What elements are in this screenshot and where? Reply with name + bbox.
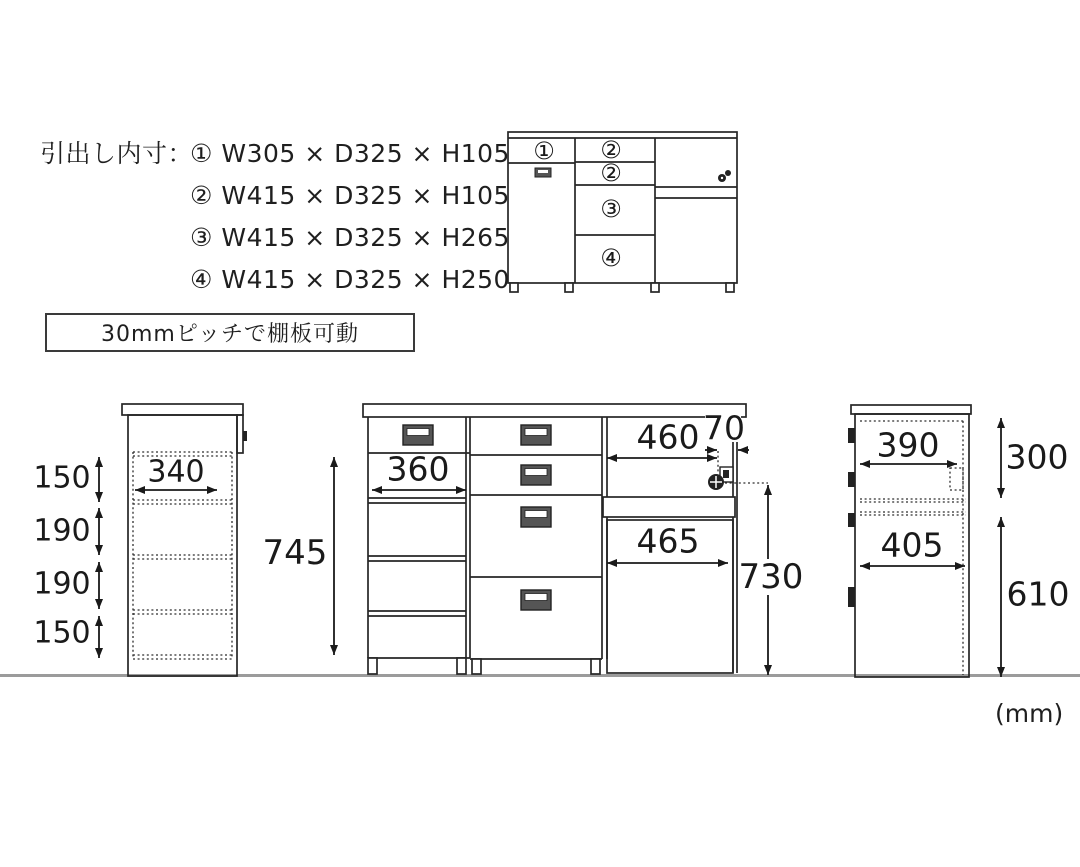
- dim-405: 405: [880, 525, 944, 565]
- dim-460: 460: [636, 417, 700, 457]
- center-rail: [603, 497, 735, 517]
- drawer-spec-line: [40, 133, 510, 175]
- dim-300: 300: [1005, 437, 1069, 477]
- shelf-note-box: [45, 313, 415, 352]
- countertop: [363, 404, 746, 417]
- dim-360: 360: [386, 449, 450, 489]
- dim-730: 730: [738, 557, 804, 597]
- dim-150b: 150: [33, 615, 91, 651]
- front-view: [255, 393, 820, 689]
- drawer-specs-label: 引出し内寸：: [40, 139, 194, 168]
- hook-position-box: [950, 468, 963, 490]
- hook-icon: [718, 170, 731, 182]
- drawer-handle-icon: [521, 507, 551, 527]
- cabinet-foot: [368, 658, 377, 674]
- dim-190b: 190: [33, 566, 91, 602]
- top-cabinet-diagram: [505, 128, 740, 303]
- drawer-handle-icon: [521, 425, 551, 445]
- label-drawer-1: ①: [533, 137, 555, 165]
- handle-profile-icons: [848, 428, 855, 607]
- dim-190a: 190: [33, 513, 91, 549]
- shelf-note-text: 30mmピッチで棚板可動: [101, 322, 359, 347]
- label-drawer-2b: ②: [600, 159, 622, 187]
- drawer-handle-icon: [535, 168, 551, 177]
- label-drawer-4: ④: [600, 244, 622, 272]
- drawer-handle-icon: [403, 425, 433, 445]
- cabinet-foot: [591, 659, 600, 674]
- drawer-spec-3: ③ W415 × D325 × H265: [190, 223, 510, 252]
- drawer-side-strip: [237, 415, 243, 453]
- drawer-handle-icon: [521, 590, 551, 610]
- cabinet-foot: [565, 283, 573, 292]
- top-panel: [122, 404, 243, 415]
- top-panel: [851, 405, 971, 414]
- right-side-view: [820, 393, 1080, 689]
- label-drawer-3: ③: [600, 195, 622, 223]
- dim-465: 465: [636, 521, 700, 561]
- label-drawer-2a: ②: [600, 136, 622, 164]
- cabinet-foot: [651, 283, 659, 292]
- cabinet-foot: [726, 283, 734, 292]
- knob-icon: [243, 431, 247, 441]
- dim-745: 745: [262, 533, 328, 573]
- drawer-spec-1: ① W305 × D325 × H105: [190, 139, 510, 168]
- dim-150a: 150: [33, 460, 91, 496]
- drawer-spec-4: ④ W415 × D325 × H250: [190, 265, 510, 294]
- unit-label: (mm): [995, 699, 1064, 728]
- cabinet-foot: [457, 658, 466, 674]
- dim-70: 70: [703, 408, 745, 448]
- dim-390: 390: [876, 425, 940, 465]
- cabinet-foot: [510, 283, 518, 292]
- drawer-handle-icon: [521, 465, 551, 485]
- dim-340: 340: [147, 454, 205, 490]
- drawer-spec-2: ② W415 × D325 × H105: [190, 181, 510, 210]
- hook-icon: [708, 467, 733, 490]
- dim-610: 610: [1006, 574, 1070, 614]
- front-drawer-column: [470, 417, 607, 674]
- drawer-specs: [40, 133, 510, 301]
- cabinet-foot: [472, 659, 481, 674]
